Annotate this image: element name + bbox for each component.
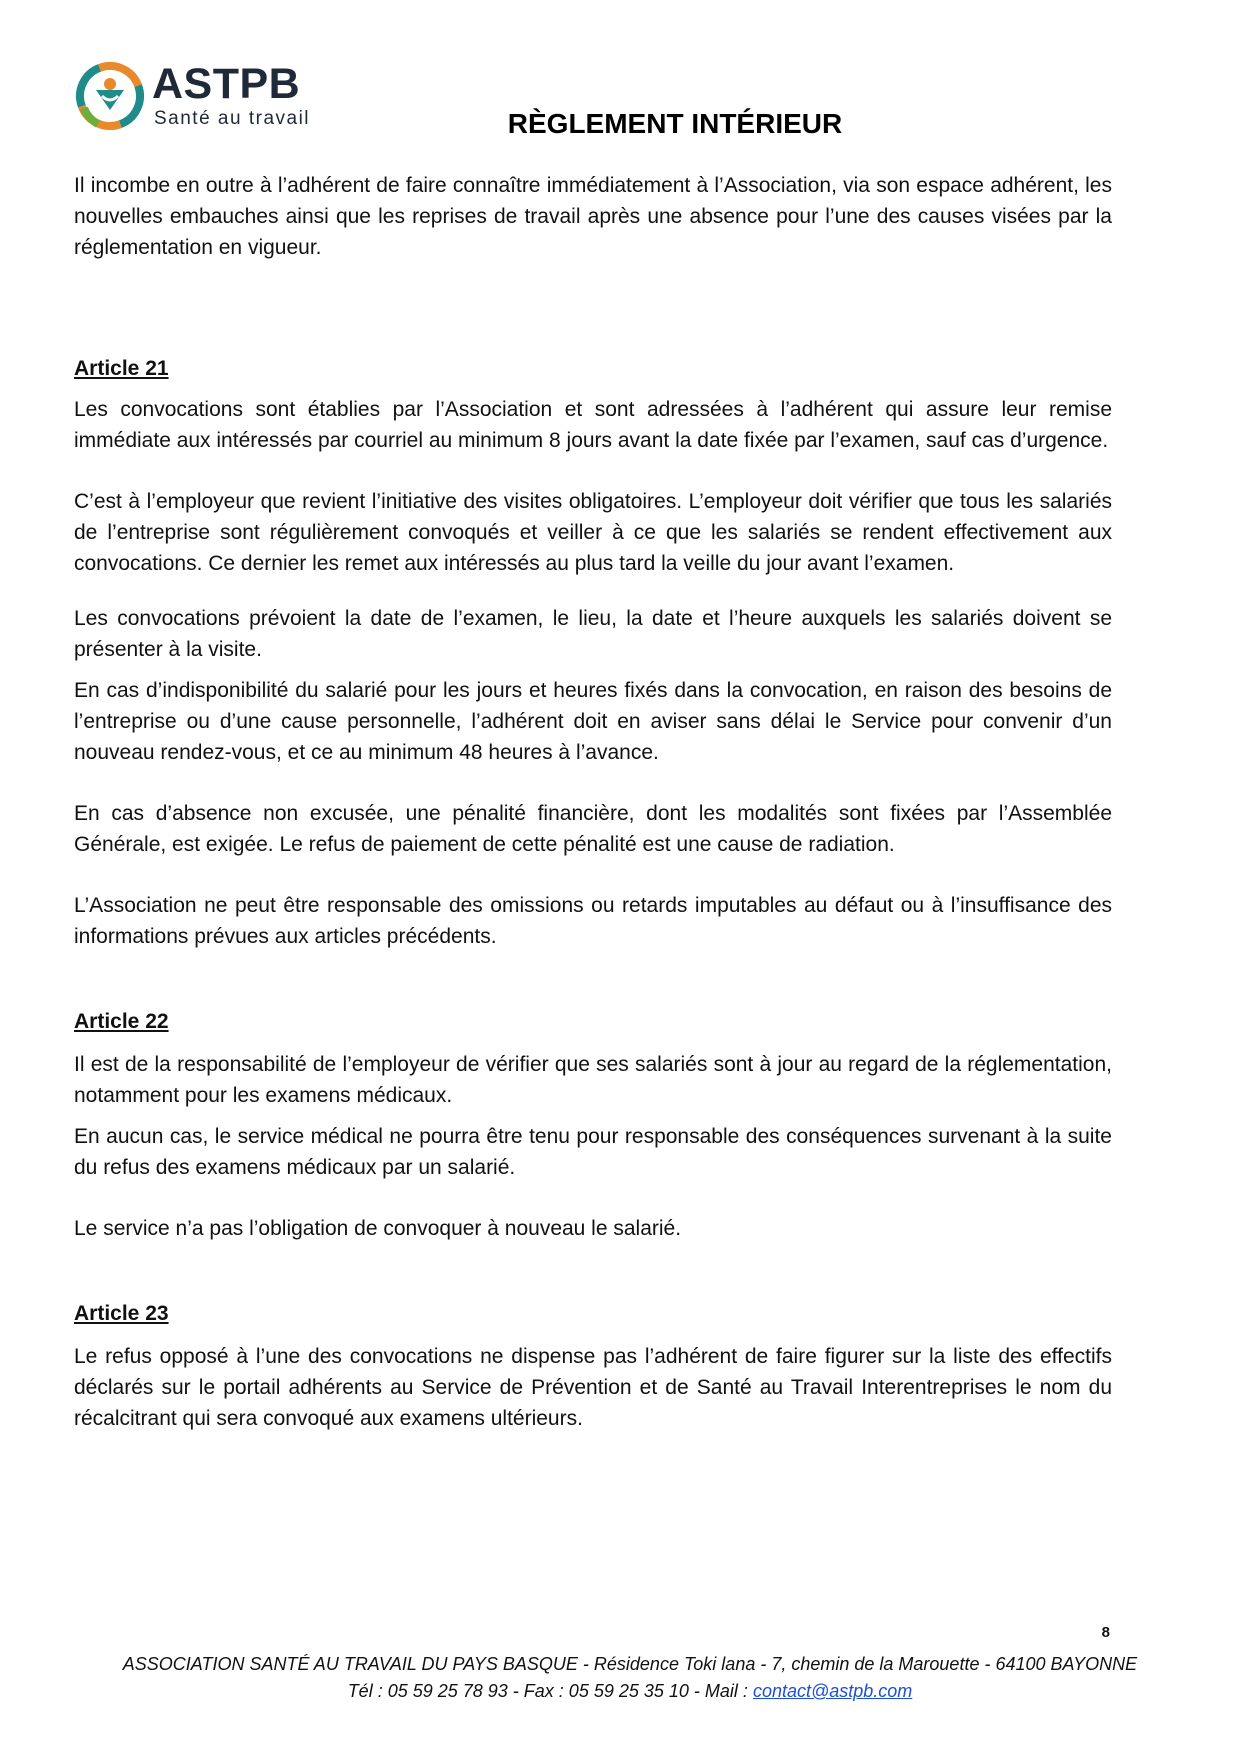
article-22-paragraph: En aucun cas, le service médical ne pourra être tenu pour responsable des conséquences survenant à la suite du refus des examens médicaux par un salarié.	[74, 1125, 1112, 1179]
footer-contact	[0, 1681, 1240, 1702]
footer-address: ASSOCIATION SANTÉ AU TRAVAIL DU PAYS BASQUE - Résidence Toki lana - 7, chemin de la Marouette - 64100 BAYONNE	[122, 1654, 1138, 1674]
article-21-paragraph: En cas d’indisponibilité du salarié pour les jours et heures fixés dans la convocation, en raison des besoins de l’entreprise ou d’une cause personnelle, l’adhérent doit en aviser sans délai le Service pour convenir d’un nouveau rendez-vous, et ce au minimum 48 heures à l’avance.	[74, 679, 1112, 764]
article-21-paragraph: L’Association ne peut être responsable des omissions ou retards imputables au défaut ou à l’insuffisance des informations prévues aux articles précédents.	[74, 894, 1112, 948]
logo-name: ASTPB	[152, 60, 301, 108]
article-21-paragraph: Les convocations sont établies par l’Association et sont adressées à l’adhérent qui assure leur remise immédiate aux intéressés par courriel au minimum 8 jours avant la date fixée par l’examen, sauf cas d’urgence.	[74, 398, 1112, 452]
logo-tagline: Santé au travail	[154, 108, 311, 129]
article-21-paragraph: En cas d’absence non excusée, une pénalité financière, dont les modalités sont fixées par l’Assemblée Générale, est exigée. Le refus de paiement de cette pénalité est une cause de radiation.	[74, 802, 1112, 856]
page-number: 8	[1101, 1624, 1110, 1641]
article-22-paragraph: Il est de la responsabilité de l’employeur de vérifier que ses salariés sont à jour au regard de la réglementation, notamment pour les examens médicaux.	[74, 1053, 1112, 1107]
email-link[interactable]: contact@astpb.com	[752, 1681, 913, 1701]
document-title: RÈGLEMENT INTÉRIEUR	[507, 108, 843, 139]
article-23-heading: Article 23	[74, 1302, 169, 1325]
intro-paragraph: Il incombe en outre à l’adhérent de faire connaître immédiatement à l’Association, via son espace adhérent, les nouvelles embauches ainsi que les reprises de travail après une absence pour l’une des causes visées par la réglementation en vigueur.	[74, 174, 1112, 259]
article-22-paragraph: Le service n’a pas l’obligation de convoquer à nouveau le salarié.	[74, 1217, 682, 1240]
footer-phone-fax: Tél : 05 59 25 78 93 - Fax : 05 59 25 35 10 - Mail :	[347, 1681, 753, 1701]
document-body	[74, 170, 1112, 1434]
article-21-heading: Article 21	[74, 357, 169, 380]
article-21-paragraph: Les convocations prévoient la date de l’examen, le lieu, la date et l’heure auxquels les salariés doivent se présenter à la visite.	[74, 607, 1112, 661]
article-23-paragraph: Le refus opposé à l’une des convocations ne dispense pas l’adhérent de faire figurer sur la liste des effectifs déclarés sur le portail adhérents au Service de Prévention et de Santé au Travail Interentreprises le nom du récalcitrant qui sera convoqué aux examens ultérieurs.	[74, 1345, 1112, 1430]
article-21-paragraph: C’est à l’employeur que revient l’initiative des visites obligatoires. L’employeur doit vérifier que tous les salariés de l’entreprise sont régulièrement convoqués et veiller à ce que les salariés se rendent effectivement aux convocations. Ce dernier les remet aux intéressés au plus tard la veille du jour avant l’examen.	[74, 490, 1112, 575]
article-22-heading: Article 22	[74, 1010, 169, 1033]
